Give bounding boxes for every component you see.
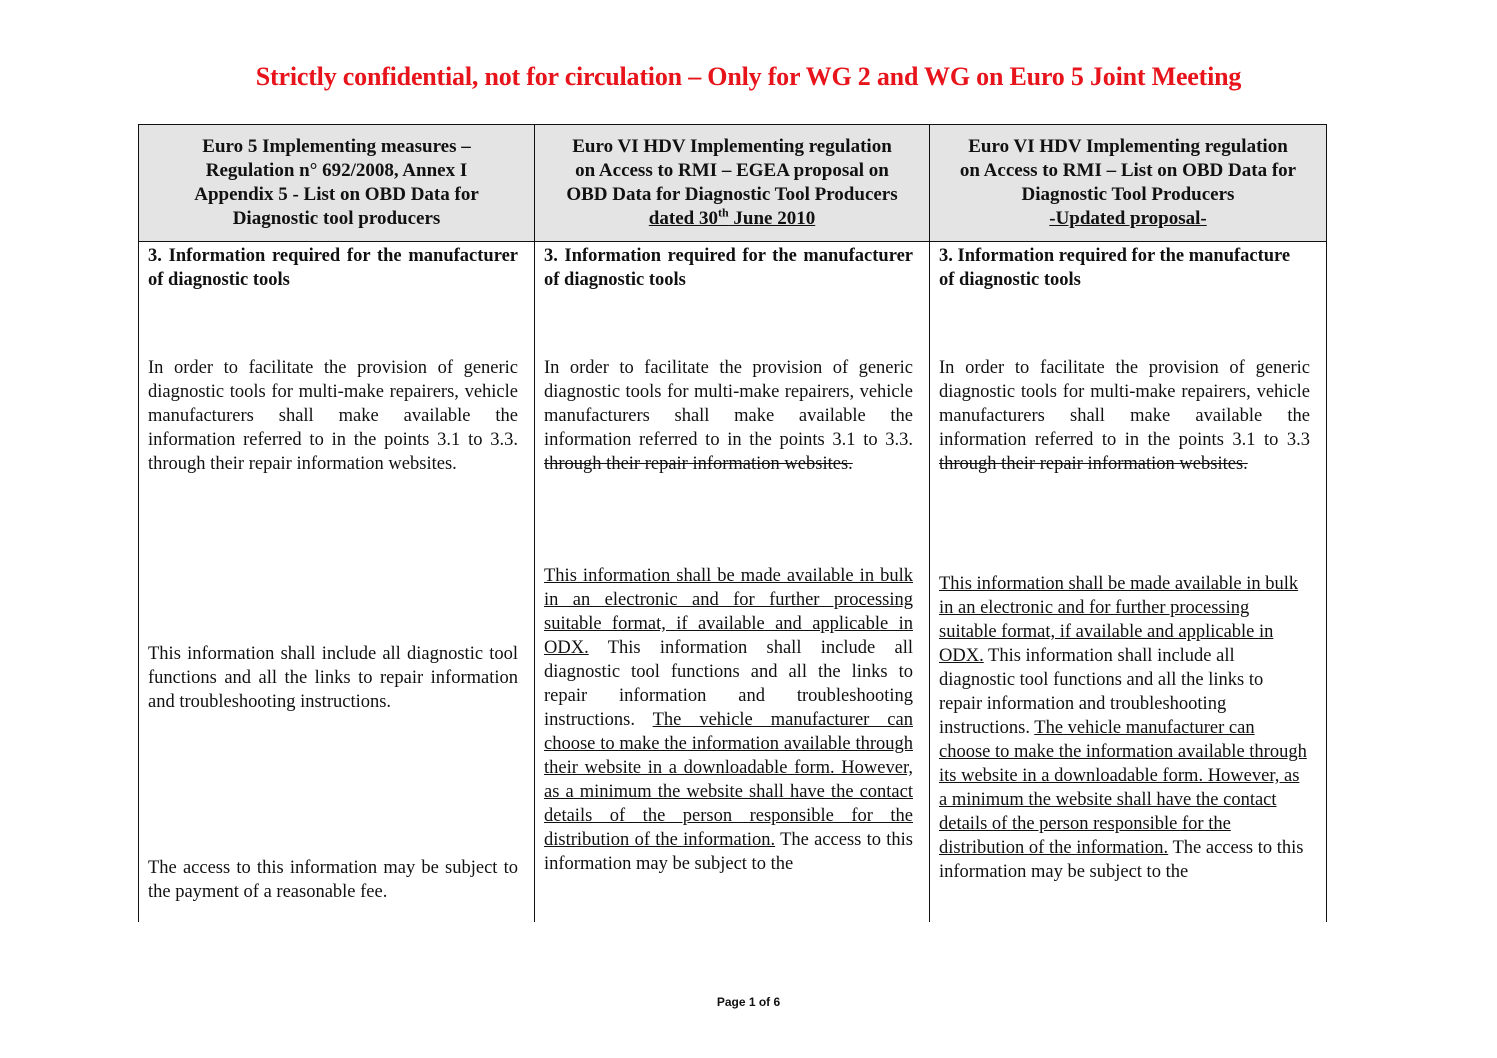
paragraph: In order to facilitate the provision of generic diagnostic tools for multi-make repairers, vehicle manufacturers shall make available the information referred to in the points 3.1 to 3.3. through their repair information websites. xyxy=(148,358,518,474)
paragraph: In order to facilitate the provision of generic diagnostic tools for multi-make repairers, vehicle manufacturers shall make available the information referred to in the points 3.1 to 3.3 through their repair information websites. xyxy=(939,358,1310,474)
header-egea-proposal xyxy=(535,125,930,242)
header-line: Diagnostic Tool Producers xyxy=(1021,184,1235,205)
section-heading: 3. Information required for the manufacturer of diagnostic tools xyxy=(148,246,518,290)
header-line: on Access to RMI – EGEA proposal on xyxy=(575,160,889,181)
cell-updated-proposal xyxy=(930,242,1327,923)
inserted-text: This information shall be made available in bulk in an electronic and for further processing suitable format, if available and applicable in ODX. xyxy=(939,574,1299,666)
comparison-table xyxy=(138,124,1327,922)
header-euro5 xyxy=(139,125,535,242)
header-line: Euro VI HDV Implementing regulation xyxy=(968,136,1288,157)
paragraph: In order to facilitate the provision of generic diagnostic tools for multi-make repairers, vehicle manufacturers shall make available the information referred to in the points 3.1 to 3.3. through their repair information websites. xyxy=(544,358,913,474)
confidential-banner: Strictly confidential, not for circulation – Only for WG 2 and WG on Euro 5 Joint Meeting xyxy=(255,62,1242,91)
paragraph: The access to this information may be subject to the payment of a reasonable fee. xyxy=(148,858,518,902)
section-heading: 3. Information required for the manufacturer of diagnostic tools xyxy=(544,246,913,290)
table-header-row xyxy=(139,125,1327,242)
header-updated-label: -Updated proposal- xyxy=(1049,208,1207,229)
header-line: OBD Data for Diagnostic Tool Producers xyxy=(566,184,898,205)
header-line: Euro 5 Implementing measures – xyxy=(202,136,471,157)
cell-euro5 xyxy=(139,242,535,923)
inserted-text: The vehicle manufacturer can choose to make the information available through its website in a downloadable form. However, as a minimum the website shall have the contact details of the person responsible for the distribution of the information. xyxy=(939,718,1307,858)
paragraph: This information shall be made available in bulk in an electronic and for further processing suitable format, if available and applicable in ODX. This information shall include all diagnostic tool functions and all the links to repair information and troubleshooting instructions. The vehicle manufacturer can choose to make the information available through its website in a downloadable form. However, as a minimum the website shall have the contact details of the person responsible for the distribution of the information. The access to this information may be subject to the xyxy=(939,574,1307,882)
header-line: Euro VI HDV Implementing regulation xyxy=(572,136,892,157)
table-row xyxy=(139,242,1327,923)
cell-egea-proposal xyxy=(535,242,930,923)
header-line: Regulation n° 692/2008, Annex I xyxy=(205,160,468,181)
header-date: dated 30th June 2010 xyxy=(648,205,816,229)
struck-text: through their repair information websites. xyxy=(939,454,1248,474)
section-heading: 3. Information required for the manufacture of diagnostic tools xyxy=(939,246,1291,290)
header-line: Appendix 5 - List on OBD Data for xyxy=(194,184,479,205)
inserted-text: This information shall be made available in bulk in an electronic and for further processing suitable format, if available and applicable in ODX. xyxy=(544,566,913,658)
inserted-text: The vehicle manufacturer can choose to make the information available through their website in a downloadable form. However, as a minimum the website shall have the contact details of the person responsible for the distribution of the information. xyxy=(544,710,913,850)
paragraph: This information shall be made available in bulk in an electronic and for further processing suitable format, if available and applicable in ODX. This information shall include all diagnostic tool functions and all the links to repair information and troubleshooting instructions. The vehicle manufacturer can choose to make the information available through their website in a downloadable form. However, as a minimum the website shall have the contact details of the person responsible for the distribution of the information. The access to this information may be subject to the xyxy=(544,566,914,874)
header-line: on Access to RMI – List on OBD Data for xyxy=(959,160,1297,181)
paragraph: This information shall include all diagnostic tool functions and all the links to repair information and troubleshooting instructions. xyxy=(148,644,518,712)
header-updated-proposal xyxy=(930,125,1327,242)
header-line: Diagnostic tool producers xyxy=(232,208,441,229)
page-number: Page 1 of 6 xyxy=(716,995,781,1009)
struck-text: through their repair information websites. xyxy=(544,454,853,474)
